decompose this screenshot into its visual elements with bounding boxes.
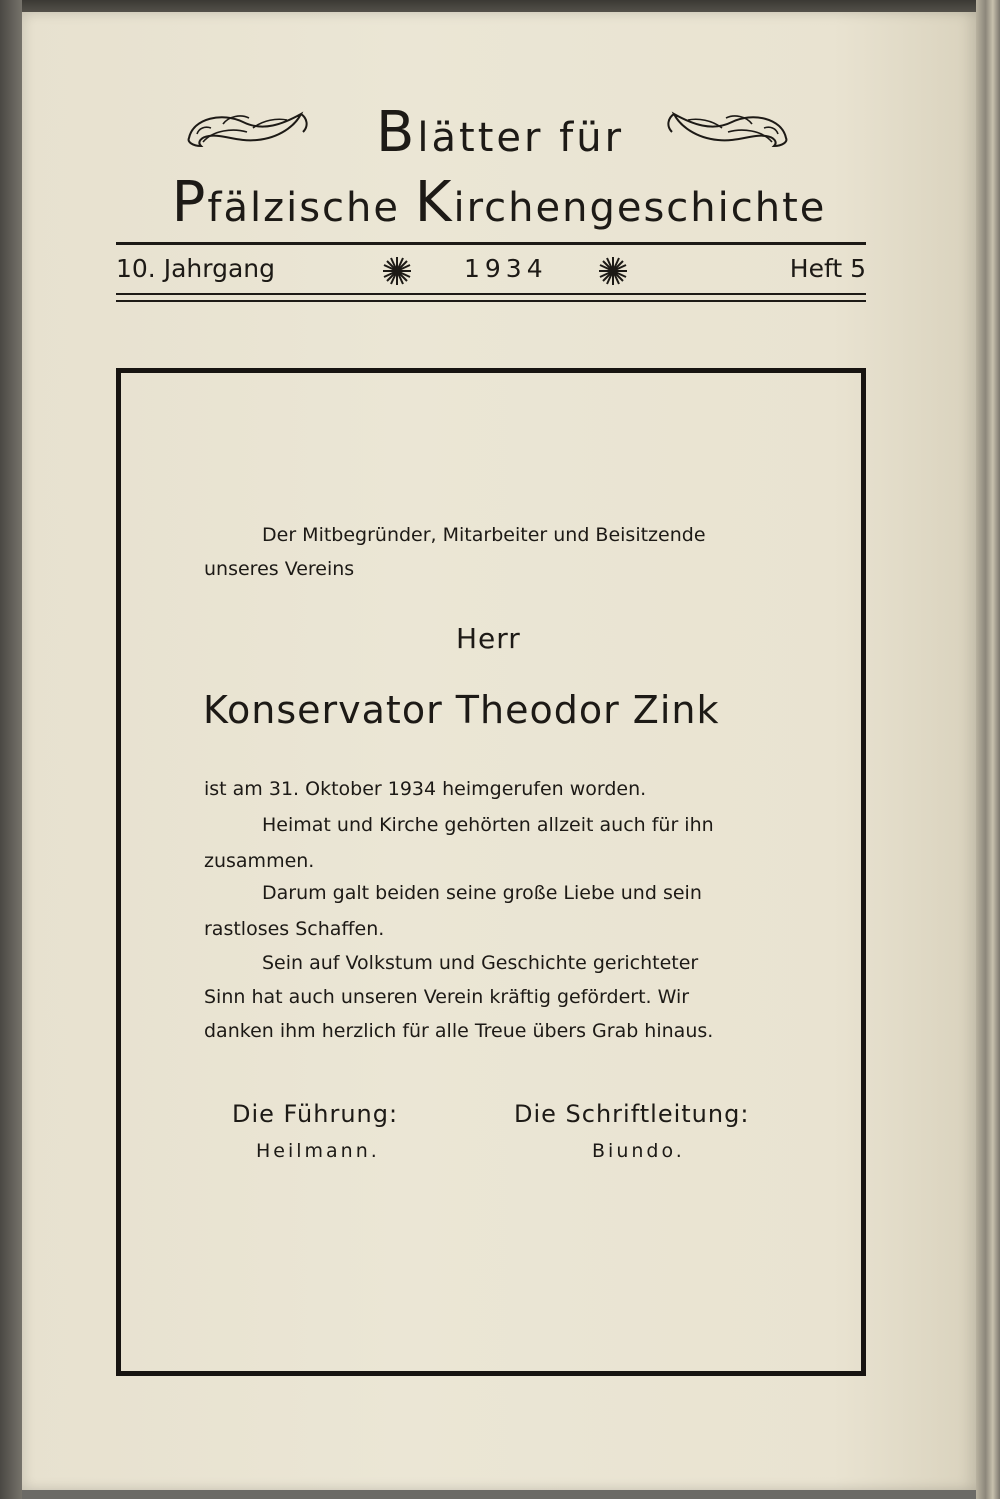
intro-line2: unseres Vereins [204, 558, 355, 580]
mourning-notice-frame [116, 368, 866, 1376]
page-edge [976, 0, 1000, 1499]
signature-left-heading: Die Führung: [232, 1100, 399, 1128]
intro-line1: Der Mitbegründer, Mitarbeiter und Beisitzende [262, 524, 706, 546]
notice-line4: Darum galt beiden seine große Liebe und sein [262, 882, 702, 904]
jahrgang: 10. Jahrgang [116, 254, 275, 283]
rule-bottom-double [116, 300, 866, 302]
issue-info [116, 254, 866, 290]
signature-left-name: Heilmann. [256, 1140, 380, 1162]
notice-line1: ist am 31. Oktober 1934 heimgerufen worden. [204, 778, 647, 800]
year: 1934 [464, 254, 548, 283]
rule-top [116, 242, 866, 245]
notice-line5: rastloses Schaffen. [204, 918, 385, 940]
star-icon [382, 256, 412, 286]
notice-line8: danken ihm herzlich für alle Treue übers Grab hinaus. [204, 1020, 714, 1042]
rule-bottom [116, 293, 866, 295]
notice-line2: Heimat und Kirche gehörten allzeit auch für ihn [262, 814, 714, 836]
notice-line6: Sein auf Volkstum und Geschichte gerichteter [262, 952, 699, 974]
book-binding-left [0, 0, 22, 1499]
notice-line3: zusammen. [204, 850, 315, 872]
notice-line7: Sinn hat auch unseren Verein kräftig gefördert. Wir [204, 986, 690, 1008]
signature-right-name: Biundo. [592, 1140, 685, 1162]
star-icon [598, 256, 628, 286]
deceased-name: Konservator Theodor Zink [203, 688, 720, 732]
journal-title-line1: Blätter für [375, 100, 625, 165]
journal-title-line2: Pfälzische Kirchengeschichte [171, 170, 827, 235]
herr: Herr [456, 622, 521, 655]
signature-right-heading: Die Schriftleitung: [514, 1100, 750, 1128]
heft: Heft 5 [789, 254, 866, 283]
